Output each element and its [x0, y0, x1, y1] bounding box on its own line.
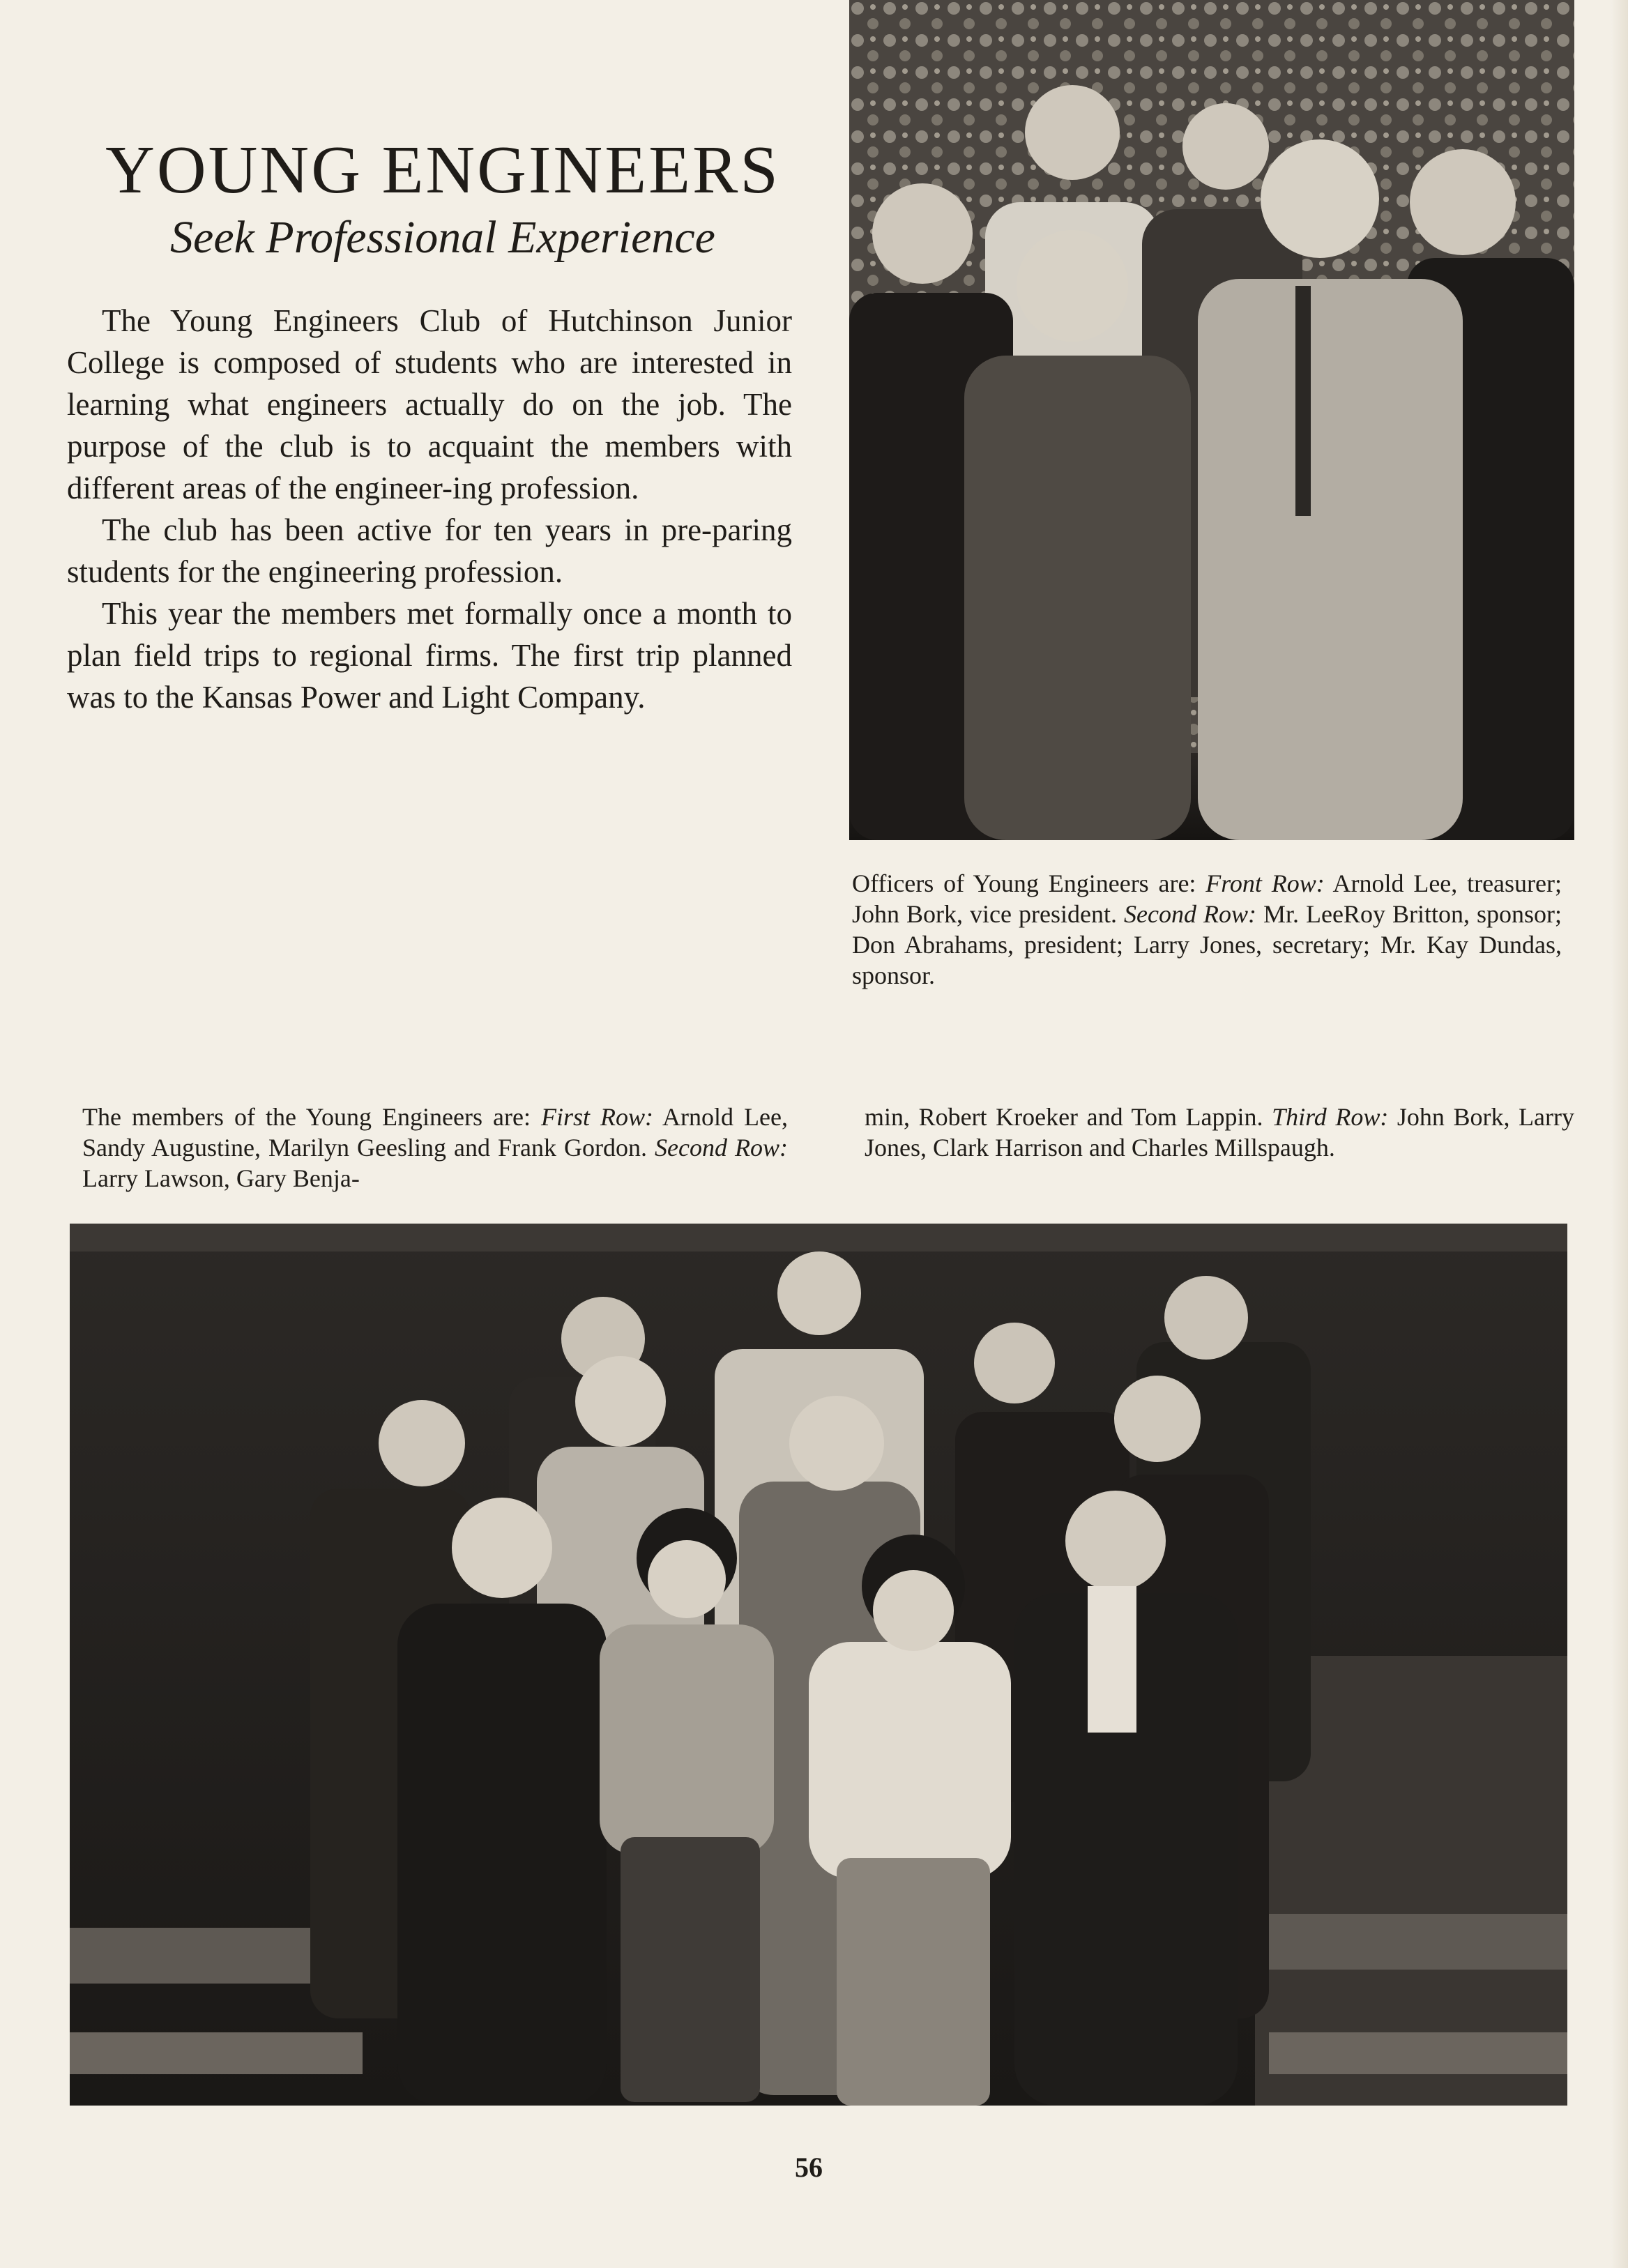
- members-caption-column-2: [865, 1102, 1574, 1163]
- caption-text: Officers of Young Engineers are:: [852, 869, 1206, 897]
- row-label: Second Row:: [655, 1134, 788, 1162]
- row-label: Third Row:: [1272, 1103, 1389, 1131]
- row-label: Front Row:: [1205, 869, 1325, 897]
- page-binding-edge: [1611, 0, 1628, 2268]
- caption-text: min, Robert Kroeker and Tom Lappin.: [865, 1103, 1272, 1131]
- caption-text: Arnold Lee, Sandy Augustine, Marilyn Geesling and Frank Gordon.: [82, 1103, 788, 1162]
- caption-text: John Bork, Larry Jones, Clark Harrison and Charles Millspaugh.: [865, 1103, 1574, 1162]
- members-caption-column-1: [82, 1102, 788, 1194]
- caption-text: Larry Lawson, Gary Benja-: [82, 1164, 360, 1192]
- caption-text: Arnold Lee, treasurer; John Bork, vice president.: [852, 869, 1562, 928]
- intro-paragraph: The Young Engineers Club of Hutchinson Junior College is composed of students who are interested in learning what engineers actually do on the job. The purpose of the club is to acquaint the members with different areas of the engineer-ing profession.: [67, 303, 792, 505]
- caption-text: Mr. LeeRoy Britton, sponsor; Don Abrahams, president; Larry Jones, secretary; Mr. Kay Dundas, sponsor.: [852, 900, 1562, 989]
- caption-text: The members of the Young Engineers are:: [82, 1103, 541, 1131]
- intro-paragraph: This year the members met formally once a month to plan field trips to regional firms. The first trip planned was to the Kansas Power and Light Company.: [67, 596, 792, 715]
- page-title: YOUNG ENGINEERS: [105, 132, 780, 208]
- intro-text: [67, 300, 792, 718]
- row-label: Second Row:: [1123, 900, 1256, 928]
- members-group-photo: [70, 1224, 1567, 2106]
- row-label: First Row:: [540, 1103, 654, 1131]
- page-number: 56: [795, 2152, 823, 2183]
- intro-paragraph: The club has been active for ten years in pre-paring students for the engineering profession.: [67, 512, 792, 589]
- officers-photo: [849, 0, 1574, 840]
- officers-photo-caption: [852, 868, 1562, 991]
- page-subtitle: Seek Professional Experience: [170, 212, 715, 263]
